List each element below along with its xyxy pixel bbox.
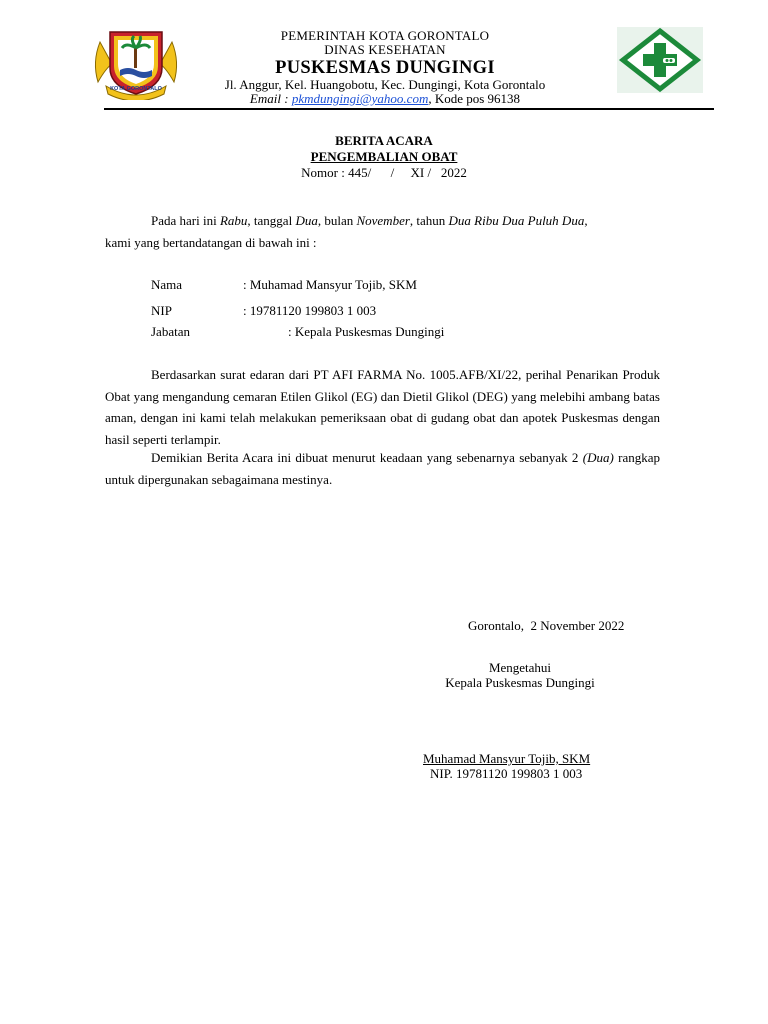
nip-label: NIP	[151, 303, 172, 318]
opening-line-2: kami yang bertandatangan di bawah ini :	[105, 235, 317, 250]
name-label: Nama	[151, 277, 183, 292]
crest-banner-text: KOTA GORONTALO	[110, 86, 162, 92]
postal-code: , Kode pos 96138	[428, 91, 521, 106]
opening-year: Dua Ribu Dua Puluh Dua	[448, 213, 585, 228]
body-text-2b: rangkap untuk dipergunakan sebagaimana mestinya.	[105, 450, 660, 487]
gov-name: PEMERINTAH KOTA GORONTALO	[280, 28, 490, 43]
body-paragraph-1	[105, 364, 660, 450]
acknowledged-label: Mengetahui	[488, 660, 552, 675]
org-name: PUSKESMAS DUNGINGI	[275, 58, 495, 78]
position-value: : Kepala Puskesmas Dungingi	[288, 324, 445, 339]
opening-day: Rabu	[219, 213, 248, 228]
opening-text: Pada hari ini	[151, 213, 220, 228]
body-text-2a: Demikian Berita Acara ini dibuat menurut keadaan yang sebenarnya sebanyak 2	[151, 450, 583, 465]
email-label: Email :	[249, 91, 289, 106]
name-value: : Muhamad Mansyur Tojib, SKM	[243, 277, 417, 292]
contact-line	[190, 91, 580, 107]
dept-name: DINAS KESEHATAN	[324, 42, 446, 57]
opening-text: , tanggal	[247, 213, 296, 228]
place-date: Gorontalo, 2 November 2022	[468, 618, 625, 633]
signer-role: Kepala Puskesmas Dungingi	[445, 675, 595, 690]
address: Jl. Anggur, Kel. Huangobotu, Kec. Dungingi, Kota Gorontalo	[224, 77, 546, 92]
opening-text: , tahun	[409, 213, 449, 228]
doc-title: BERITA ACARA	[335, 133, 433, 148]
doc-number: Nomor : 445/ / XI / 2022	[301, 165, 467, 180]
opening-text: , bulan	[317, 213, 357, 228]
nip-value: : 19781120 199803 1 003	[243, 303, 377, 318]
body-text-2-italic: (Dua)	[582, 450, 614, 465]
body-text-1: Berdasarkan surat edaran dari PT AFI FARMA No. 1005.AFB/XI/22, perihal Penarikan Produk Obat yang mengandung cemaran Etilen Glikol (EG) dan Dietil Glikol (DEG) yang melebihi ambang batas aman, dengan ini kami telah melakukan pemeriksaan obat di gudang obat dan apotek Puskesmas dengan hasil seperti terlampir.	[105, 367, 660, 447]
doc-subtitle: PENGEMBALIAN OBAT	[310, 149, 458, 164]
signer-nip: NIP. 19781120 199803 1 003	[430, 766, 583, 781]
email-link[interactable]: pkmdungingi@yahoo.com	[291, 91, 429, 106]
signer-name: Muhamad Mansyur Tojib, SKM	[423, 751, 591, 766]
opening-date: Dua	[295, 213, 318, 228]
body-paragraph-2	[105, 447, 660, 490]
opening-text: ,	[584, 213, 588, 228]
position-label: Jabatan	[151, 324, 190, 339]
letterhead-divider	[104, 108, 714, 110]
health-cross-icon	[617, 27, 703, 93]
opening-paragraph	[105, 210, 660, 232]
opening-month: November	[356, 213, 410, 228]
